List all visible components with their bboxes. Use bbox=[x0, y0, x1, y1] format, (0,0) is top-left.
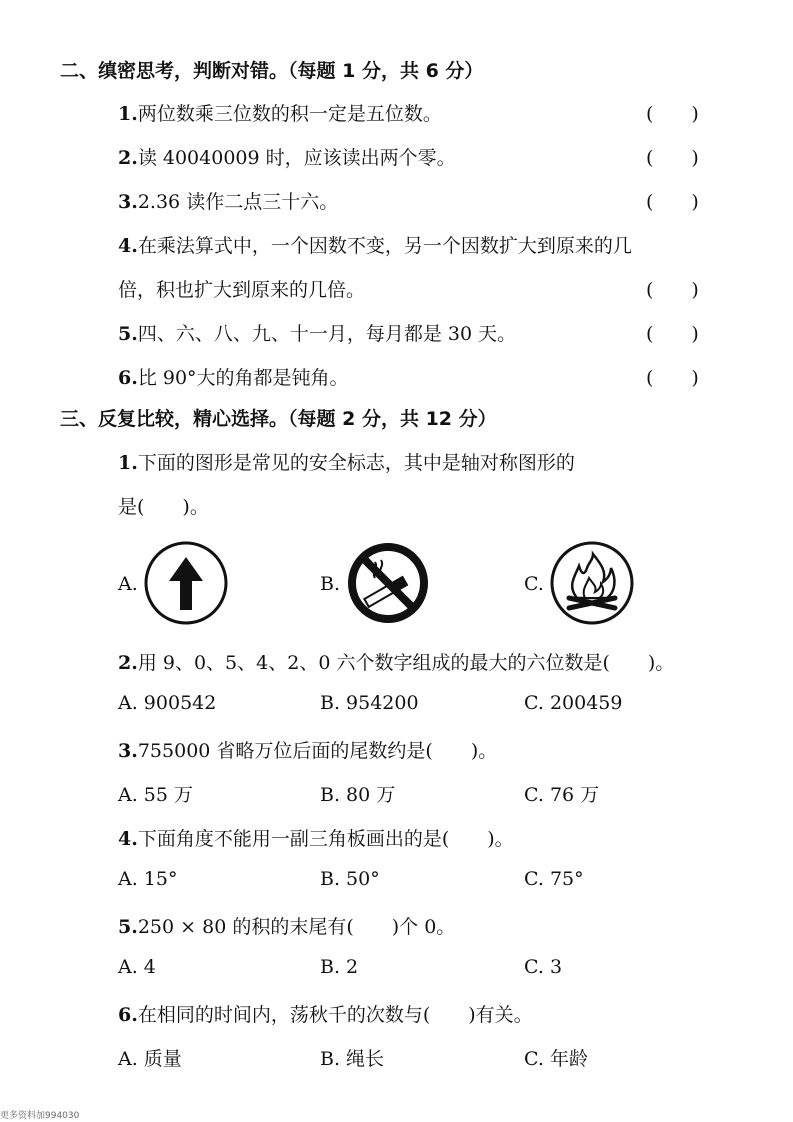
no-smoking-sign-icon[interactable] bbox=[345, 540, 431, 626]
q4-option-b[interactable]: B. 50° bbox=[320, 868, 380, 890]
item-number: 3. bbox=[118, 191, 138, 213]
answer-blank-1[interactable]: ( ) bbox=[646, 103, 699, 125]
item-text: 用 9、0、5、4、2、0 六个数字组成的最大的六位数是( )。 bbox=[137, 652, 675, 674]
item-text: 2.36 读作二点三十六。 bbox=[137, 191, 339, 213]
answer-blank-6[interactable]: ( ) bbox=[646, 367, 699, 389]
item-text: 在相同的时间内，荡秋千的次数与( )有关。 bbox=[137, 1004, 533, 1026]
q5-option-b[interactable]: B. 2 bbox=[320, 956, 359, 978]
item-number: 4. bbox=[118, 828, 138, 850]
judge-item-1 bbox=[118, 99, 442, 126]
item-text: 250 × 80 的积的末尾有( )个 0。 bbox=[137, 916, 456, 938]
answer-blank-4[interactable]: ( ) bbox=[646, 279, 699, 301]
item-text: 755000 省略万位后面的尾数约是( )。 bbox=[137, 740, 498, 762]
choice-q2 bbox=[118, 648, 674, 675]
choice-q4 bbox=[118, 824, 514, 851]
q3-option-b[interactable]: B. 80 万 bbox=[320, 784, 396, 806]
item-text: 两位数乘三位数的积一定是五位数。 bbox=[137, 103, 442, 125]
item-number: 2. bbox=[118, 652, 138, 674]
answer-blank-5[interactable]: ( ) bbox=[646, 323, 699, 345]
q2-option-a[interactable]: A. 900542 bbox=[118, 692, 217, 714]
judge-item-2 bbox=[118, 143, 456, 170]
choice-q6 bbox=[118, 1000, 533, 1027]
judge-item-6 bbox=[118, 363, 349, 390]
q3-option-a[interactable]: A. 55 万 bbox=[118, 784, 194, 806]
item-text: 四、六、八、九、十一月，每月都是 30 天。 bbox=[137, 323, 517, 345]
choice-q5 bbox=[118, 912, 455, 939]
item-number: 6. bbox=[118, 1004, 138, 1026]
q6-option-a[interactable]: A. 质量 bbox=[118, 1048, 182, 1070]
answer-blank-3[interactable]: ( ) bbox=[646, 191, 699, 213]
judge-item-4-line2: 倍，积也扩大到原来的几倍。 bbox=[118, 279, 366, 301]
judge-item-5 bbox=[118, 319, 516, 346]
option-b-label: B. bbox=[320, 573, 341, 595]
item-number: 1. bbox=[118, 103, 138, 125]
item-text: 在乘法算式中，一个因数不变，另一个因数扩大到原来的几 bbox=[137, 235, 632, 257]
q5-option-a[interactable]: A. 4 bbox=[118, 956, 156, 978]
item-number: 4. bbox=[118, 235, 138, 257]
item-text: 比 90°大的角都是钝角。 bbox=[137, 367, 349, 389]
item-number: 6. bbox=[118, 367, 138, 389]
fire-sign-icon[interactable] bbox=[549, 540, 635, 626]
item-text: 读 40040009 时，应该读出两个零。 bbox=[137, 147, 456, 169]
q2-option-b[interactable]: B. 954200 bbox=[320, 692, 419, 714]
item-number: 1. bbox=[118, 452, 138, 474]
judge-item-3 bbox=[118, 187, 338, 214]
section2-title: 二、缜密思考，判断对错。（每题 1 分，共 6 分） bbox=[60, 60, 484, 82]
option-c-label: C. bbox=[524, 573, 544, 595]
q4-option-a[interactable]: A. 15° bbox=[118, 868, 178, 890]
item-text: 下面角度不能用一副三角板画出的是( )。 bbox=[137, 828, 514, 850]
choice-q3 bbox=[118, 736, 497, 763]
item-number: 3. bbox=[118, 740, 138, 762]
q3-option-c[interactable]: C. 76 万 bbox=[524, 784, 600, 806]
up-arrow-sign-icon[interactable] bbox=[143, 540, 229, 626]
judge-item-4 bbox=[118, 231, 632, 258]
section3-title: 三、反复比较，精心选择。（每题 2 分，共 12 分） bbox=[60, 408, 497, 430]
option-a-label: A. bbox=[118, 573, 138, 595]
q5-option-c[interactable]: C. 3 bbox=[524, 956, 563, 978]
choice-q1 bbox=[118, 448, 575, 475]
q6-option-c[interactable]: C. 年龄 bbox=[524, 1048, 588, 1070]
footer-watermark: 更多资料加994030 bbox=[0, 1111, 80, 1121]
item-number: 5. bbox=[118, 323, 138, 345]
choice-q1-line2[interactable]: 是( )。 bbox=[118, 496, 209, 518]
item-number: 2. bbox=[118, 147, 138, 169]
q4-option-c[interactable]: C. 75° bbox=[524, 868, 584, 890]
item-text: 下面的图形是常见的安全标志，其中是轴对称图形的 bbox=[137, 452, 575, 474]
item-number: 5. bbox=[118, 916, 138, 938]
q6-option-b[interactable]: B. 绳长 bbox=[320, 1048, 385, 1070]
answer-blank-2[interactable]: ( ) bbox=[646, 147, 699, 169]
q2-option-c[interactable]: C. 200459 bbox=[524, 692, 623, 714]
